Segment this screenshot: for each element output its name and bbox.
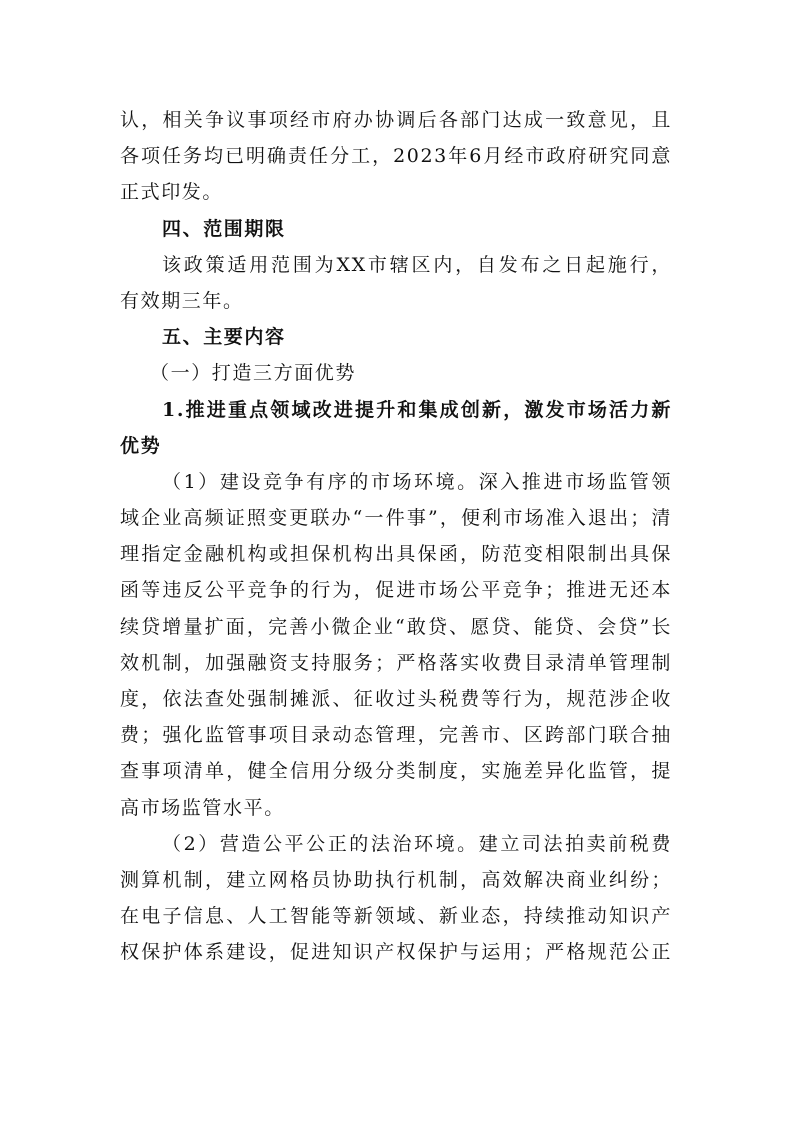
text-line: 测算机制，建立网格员协助执行机制，高效解决商业纠纷； (120, 868, 672, 891)
text-line: 函等违反公平竞争的行为，促进市场公平竞争；推进无还本 (120, 579, 672, 602)
text-line: 在电子信息、人工智能等新领域、新业态，持续推动知识产 (120, 905, 672, 928)
text-line: 度，依法查处强制摊派、征收过头税费等行为，规范涉企收 (120, 688, 672, 710)
section-heading-scope: 四、范围期限 (162, 217, 286, 240)
text-line: 高市场监管水平。 (120, 796, 285, 819)
text-line: 效机制，加强融资支持服务；严格落实收费目录清单管理制 (120, 651, 672, 674)
item-title: 优势 (120, 434, 162, 457)
text-line: 各项任务均已明确责任分工，2023年6月经市政府研究同意 (120, 145, 672, 168)
text-line: 理指定金融机构或担保机构出具保函，防范变相限制出具保 (120, 543, 672, 566)
text-line: （1）建设竞争有序的市场环境。深入推进市场监管领 (162, 470, 672, 493)
text-line: 认，相关争议事项经市府办协调后各部门达成一致意见，且 (120, 109, 672, 131)
text-line: 有效期三年。 (120, 289, 244, 312)
text-line: 正式印发。 (120, 181, 224, 204)
text-line: 费；强化监管事项目录动态管理，完善市、区跨部门联合抽 (120, 724, 672, 747)
text-line: 域企业高频证照变更联办“一件事”，便利市场准入退出；清 (120, 507, 672, 530)
section-heading-content: 五、主要内容 (162, 326, 286, 349)
text-line: 续贷增量扩面，完善小微企业“敢贷、愿贷、能贷、会贷”长 (120, 615, 672, 638)
text-line: 权保护体系建设，促进知识产权保护与运用；严格规范公正 (120, 941, 672, 964)
text-line: 该政策适用范围为XX市辖区内，自发布之日起施行， (162, 253, 672, 276)
text-line: 查事项清单，健全信用分级分类制度，实施差异化监管，提 (120, 760, 672, 783)
document-page (120, 102, 672, 971)
text-line: （2）营造公平公正的法治环境。建立司法拍卖前税费 (162, 832, 672, 855)
subsection-heading: （一）打造三方面优势 (150, 362, 357, 385)
item-title: 1.推进重点领域改进提升和集成创新，激发市场活力新 (162, 398, 672, 421)
